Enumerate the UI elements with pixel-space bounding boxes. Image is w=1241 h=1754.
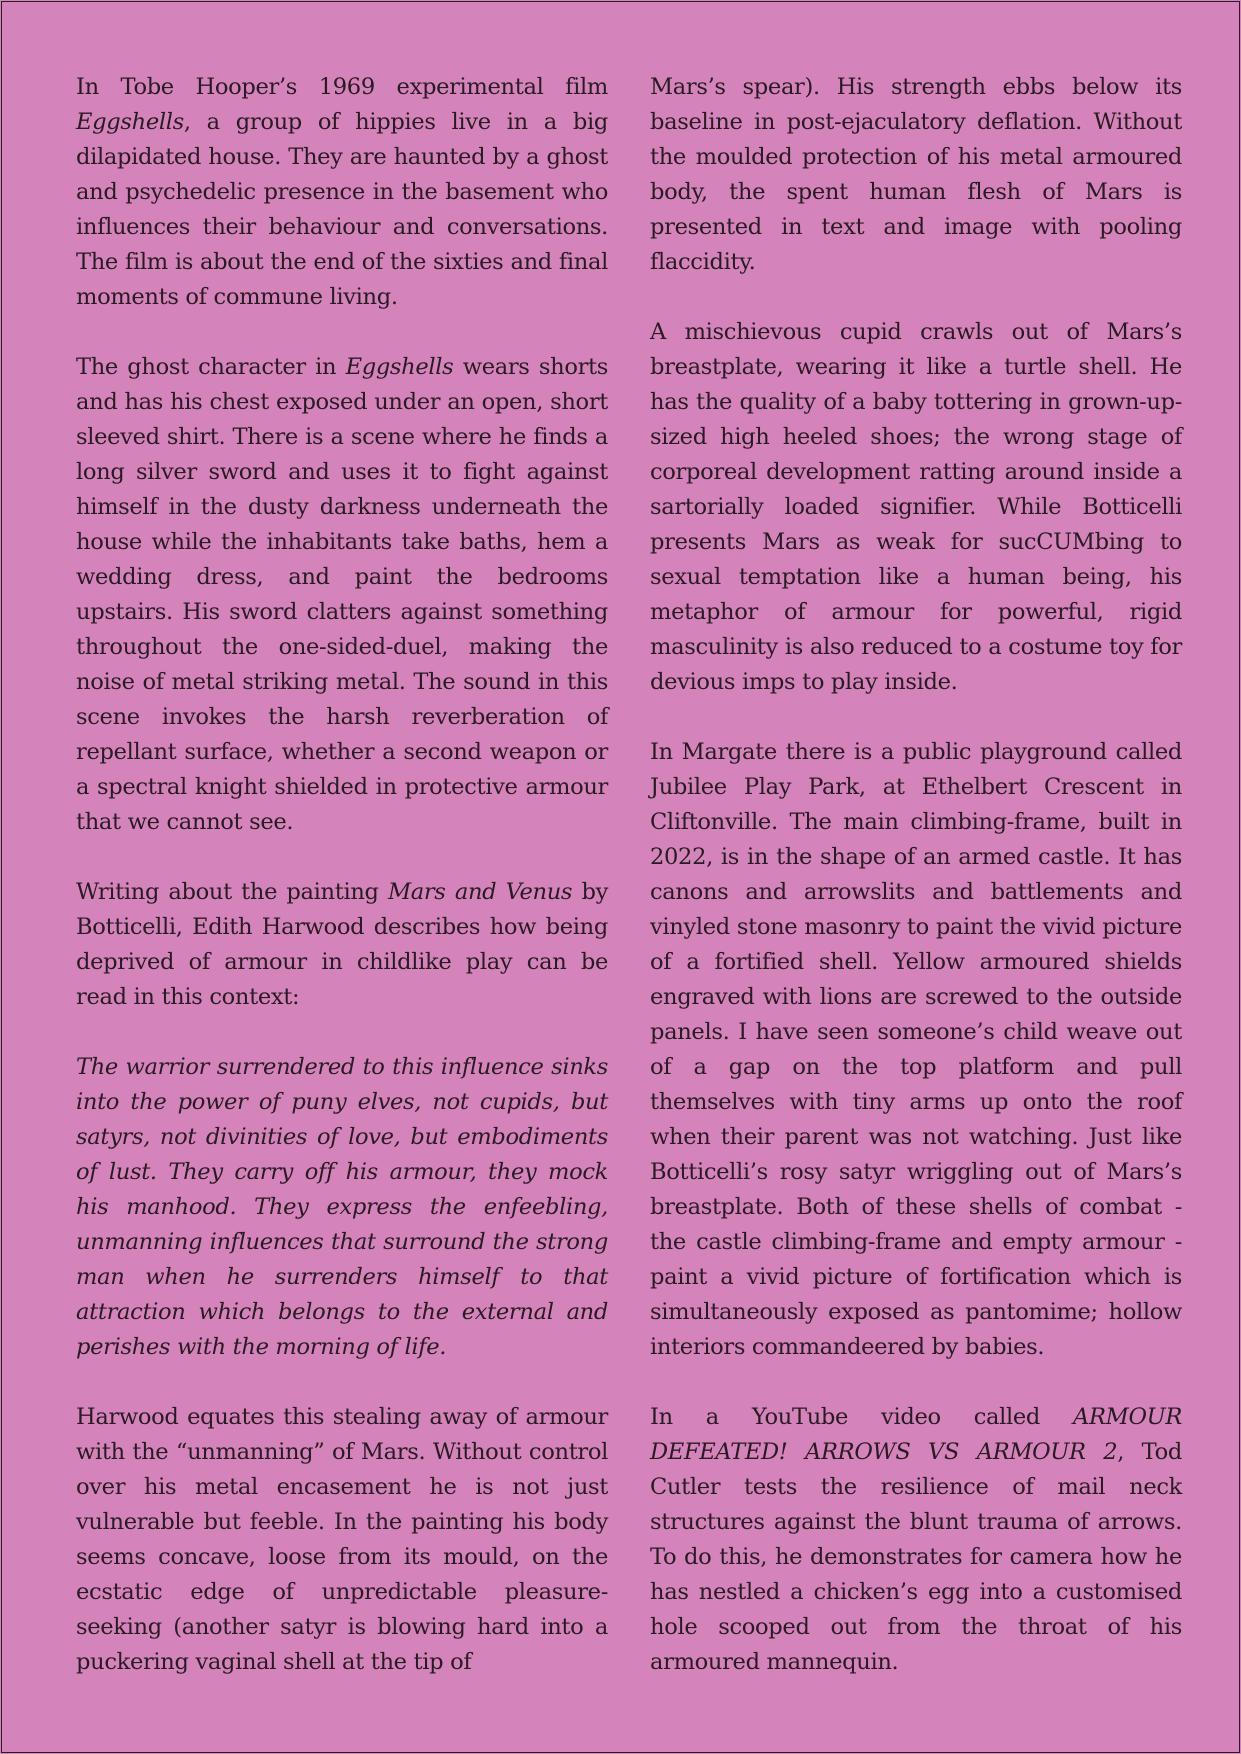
left-column: [76, 70, 608, 1680]
paragraph-eggshells-intro: [76, 70, 608, 315]
text-segment: The ghost character in: [76, 354, 346, 380]
paragraph-youtube-video: [650, 1400, 1182, 1680]
text-segment: by Botticelli, Edith Harwood describes how being deprived of armour in childlike play can be read in this context:: [76, 879, 609, 1010]
film-title: Eggshells: [76, 109, 184, 135]
paragraph-mars-spear: Mars’s spear). His strength ebbs below its baseline in post-ejaculatory deflation. Without the moulded protection of his metal armoured body, the spent human flesh of Mars is presented in text and image with pooling flaccidity.: [650, 74, 1182, 275]
right-column: [650, 70, 1182, 1680]
text-segment: In a YouTube video called: [650, 1404, 1074, 1430]
paragraph-margate-playground: In Margate there is a public playground called Jubilee Play Park, at Ethelbert Crescent in Cliftonville. The main climbing-frame, built in 2022, is in the shape of an armed castle. It has canons and arrowslits and battlements and vinyled stone masonry to paint the vivid picture of a fortified shell. Yellow armoured shields engraved with lions are screwed to the outside panels. I have seen someone’s child weave out of a gap on the top platform and pull themselves with tiny arms up onto the roof when their parent was not watching. Just like Botticelli’s rosy satyr wriggling out of Mars’s breastplate. Both of these shells of combat - the castle climbing-frame and empty armour - paint a vivid picture of fortification which is simultaneously exposed as pantomime; hollow interiors commandeered by babies.: [650, 739, 1182, 1360]
paragraph-ghost-character: [76, 350, 608, 840]
text-segment: wears shorts and has his chest exposed under an open, short sleeved shirt. There is a scene where he finds a long silver sword and uses it to fight against himself in the dusty darkness underneath the house while the inhabitants take baths, hem a wedding dress, and paint the bedrooms upstairs. His sword clatters against something throughout the one-sided-duel, making the noise of metal striking metal. The sound in this scene invokes the harsh reverberation of repellant surface, whether a second weapon or a spectral knight shielded in protective armour that we cannot see.: [76, 354, 608, 835]
painting-title: Mars and Venus: [387, 879, 573, 905]
paragraph-mars-and-venus: [76, 875, 608, 1015]
text-segment: , a group of hippies live in a big dilapidated house. They are haunted by a ghost and psychedelic presence in the basement who influences their behaviour and conversations. The film is about the end of the sixties and final moments of commune living.: [76, 109, 608, 310]
paragraph-cupid: A mischievous cupid crawls out of Mars’s breastplate, wearing it like a turtle shell. He has the quality of a baby tottering in grown-up-sized high heeled shoes; the wrong stage of corporeal development ratting around inside a sartorially loaded signifier. While Botticelli presents Mars as weak for sucCUMbing to sexual temptation like a human being, his metaphor of armour for powerful, rigid masculinity is also reduced to a costume toy for devious imps to play inside.: [650, 319, 1182, 695]
block-quote-harwood: The warrior surrendered to this influence sinks into the power of puny elves, not cupids, but satyrs, not divinities of love, but embodiments of lust. They carry off his armour, they mock his manhood. They express the enfeebling, unmanning influences that surround the strong man when he surrenders himself to that attraction which belongs to the external and perishes with the morning of life.: [76, 1054, 608, 1360]
text-segment: In Tobe Hooper’s 1969 experimental film: [76, 74, 608, 100]
document-page: [1, 1, 1240, 1753]
video-title: ARMOUR DEFEATED! ARROWS VS ARMOUR 2: [650, 1404, 1182, 1465]
text-segment: , Tod Cutler tests the resilience of mail neck structures against the blunt trauma of arrows. To do this, he demonstrates for camera how he has nestled a chicken’s egg into a customised hole scooped out from the throat of his armoured mannequin.: [650, 1439, 1182, 1675]
film-title: Eggshells: [345, 354, 454, 380]
text-segment: Writing about the painting: [76, 879, 388, 905]
paragraph-unmanning: Harwood equates this stealing away of armour with the “unmanning” of Mars. Without control over his metal encasement he is not just vulnerable but feeble. In the painting his body seems concave, loose from its mould, on the ecstatic edge of unpredictable pleasure-seeking (another satyr is blowing hard into a puckering vaginal shell at the tip of: [76, 1404, 608, 1675]
